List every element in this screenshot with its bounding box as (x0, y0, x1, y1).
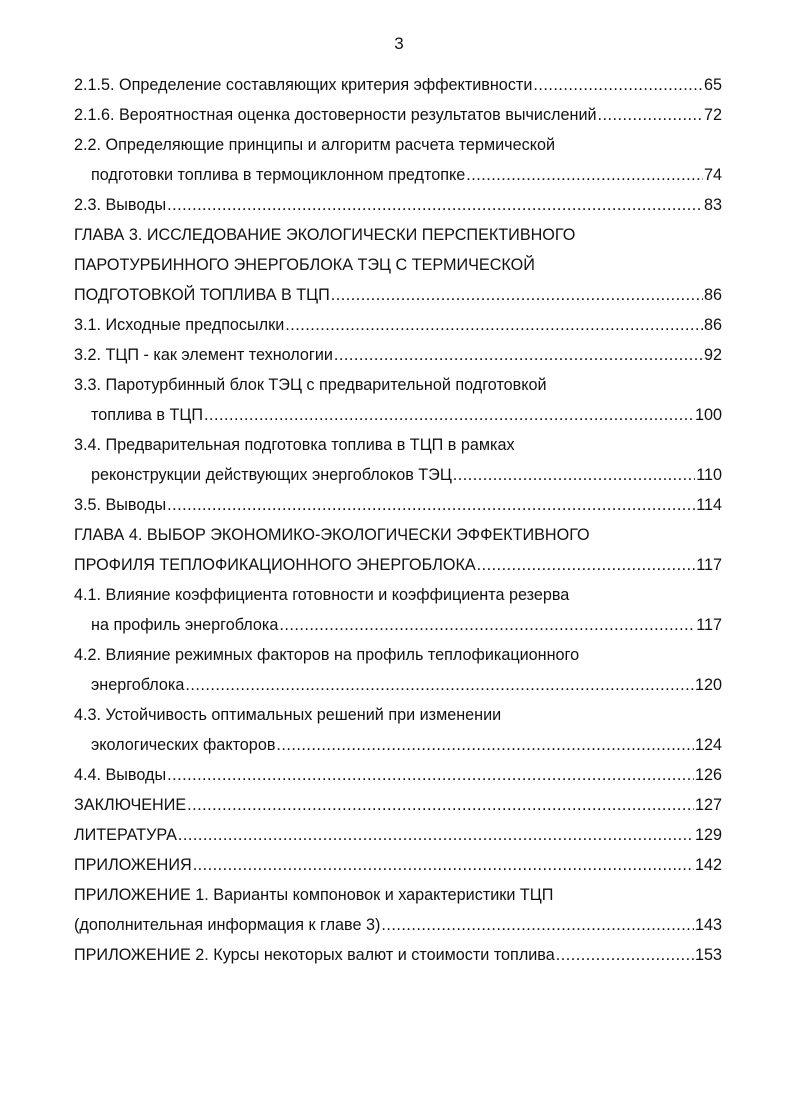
toc-page-number: 142 (694, 856, 722, 874)
toc-dot-leader (193, 850, 694, 880)
toc-entry-line-last (74, 820, 722, 850)
toc-entry-text: 4.1. Влияние коэффициента готовности и коэффициента резерва (74, 586, 570, 604)
toc-entry (74, 640, 722, 700)
toc-dot-leader (556, 940, 694, 970)
toc-entry-text: ПРИЛОЖЕНИЯ (74, 856, 192, 874)
toc-entry (74, 370, 722, 430)
toc-entry-line-last (74, 70, 722, 100)
toc-entry-line (74, 220, 722, 250)
toc-entry (74, 520, 722, 580)
toc-page-number: 153 (694, 946, 722, 964)
toc-entry-line-last (74, 670, 722, 700)
toc-entry-line-last (74, 340, 722, 370)
toc-page-number: 86 (703, 316, 722, 334)
toc-entry-line-last (74, 490, 722, 520)
toc-entry (74, 820, 722, 850)
toc-entry-text: 3.1. Исходные предпосылки (74, 316, 285, 334)
toc-entry-text: 3.3. Паротурбинный блок ТЭЦ с предварительной подготовкой (74, 376, 547, 394)
toc-page-number: 127 (694, 796, 722, 814)
toc-entry-line-last (74, 400, 722, 430)
toc-entry (74, 850, 722, 880)
toc-entry-text: реконструкции действующих энергоблоков ТЭЦ (91, 466, 452, 484)
toc-entry-text: 3.4. Предварительная подготовка топлива в ТЦП в рамках (74, 436, 515, 454)
toc-entry-text: 4.3. Устойчивость оптимальных решений при изменении (74, 706, 502, 724)
toc-page-number: 100 (694, 406, 722, 424)
toc-entry (74, 310, 722, 340)
toc-page-number: 92 (703, 346, 722, 364)
toc-entry-line (74, 250, 722, 280)
toc-entry (74, 100, 722, 130)
toc-entry-line-last (74, 730, 722, 760)
toc-dot-leader (167, 190, 703, 220)
toc-entry-text: ЗАКЛЮЧЕНИЕ (74, 796, 187, 814)
toc-entry (74, 580, 722, 640)
toc-dot-leader (533, 70, 703, 100)
toc-entry-line-last (74, 850, 722, 880)
toc-dot-leader (178, 820, 694, 850)
toc-entry-line (74, 580, 722, 610)
toc-entry (74, 880, 722, 940)
toc-dot-leader (187, 790, 694, 820)
table-of-contents (74, 70, 722, 970)
toc-entry-text: энергоблока (91, 676, 185, 694)
toc-page-number: 83 (703, 196, 722, 214)
toc-page-number: 124 (694, 736, 722, 754)
toc-entry-line (74, 430, 722, 460)
toc-dot-leader (204, 400, 694, 430)
toc-entry-line-last (74, 910, 722, 940)
toc-entry-line-last (74, 190, 722, 220)
toc-entry-text: 2.3. Выводы (74, 196, 167, 214)
toc-entry (74, 790, 722, 820)
toc-dot-leader (331, 280, 703, 310)
toc-entry-line-last (74, 160, 722, 190)
toc-entry-line (74, 880, 722, 910)
toc-entry-text: 3.5. Выводы (74, 496, 167, 514)
toc-page-number: 120 (694, 676, 722, 694)
toc-dot-leader (334, 340, 703, 370)
toc-page-number: 143 (694, 916, 722, 934)
toc-entry-line-last (74, 940, 722, 970)
toc-entry-text: 2.1.5. Определение составляющих критерия эффективности (74, 76, 533, 94)
toc-entry-text: ГЛАВА 3. ИССЛЕДОВАНИЕ ЭКОЛОГИЧЕСКИ ПЕРСПЕКТИВНОГО (74, 226, 576, 244)
toc-entry-text: ГЛАВА 4. ВЫБОР ЭКОНОМИКО-ЭКОЛОГИЧЕСКИ ЭФФЕКТИВНОГО (74, 526, 590, 544)
toc-page-number: 129 (694, 826, 722, 844)
toc-entry-line-last (74, 550, 722, 580)
toc-dot-leader (167, 760, 694, 790)
toc-entry-text: 2.1.6. Вероятностная оценка достоверности результатов вычислений (74, 106, 597, 124)
toc-page-number: 65 (703, 76, 722, 94)
toc-dot-leader (185, 670, 694, 700)
toc-entry-line-last (74, 460, 722, 490)
toc-dot-leader (453, 460, 695, 490)
toc-entry-text: 4.2. Влияние режимных факторов на профиль теплофикационного (74, 646, 580, 664)
toc-entry (74, 490, 722, 520)
toc-entry (74, 70, 722, 100)
toc-entry-text: экологических факторов (91, 736, 276, 754)
toc-entry-text: ЛИТЕРАТУРА (74, 826, 177, 844)
toc-entry (74, 130, 722, 190)
toc-entry (74, 430, 722, 490)
toc-entry-line-last (74, 280, 722, 310)
toc-page-number: 86 (703, 286, 722, 304)
toc-entry (74, 700, 722, 760)
toc-entry-line (74, 520, 722, 550)
toc-dot-leader (466, 160, 703, 190)
toc-entry-text: ПОДГОТОВКОЙ ТОПЛИВА В ТЦП (74, 286, 330, 304)
toc-dot-leader (477, 550, 696, 580)
toc-entry-line-last (74, 790, 722, 820)
toc-entry-line (74, 130, 722, 160)
toc-entry (74, 340, 722, 370)
toc-entry-line-last (74, 610, 722, 640)
toc-page-number: 110 (696, 466, 722, 484)
toc-dot-leader (381, 910, 694, 940)
page-number: 3 (394, 34, 404, 53)
toc-dot-leader (598, 100, 703, 130)
toc-entry-line-last (74, 760, 722, 790)
toc-entry-text: 4.4. Выводы (74, 766, 167, 784)
toc-entry-text: ПРОФИЛЯ ТЕПЛОФИКАЦИОННОГО ЭНЕРГОБЛОКА (74, 556, 476, 574)
toc-entry-line (74, 370, 722, 400)
toc-entry-text: (дополнительная информация к главе 3) (74, 916, 381, 934)
toc-entry-line (74, 700, 722, 730)
toc-entry-line (74, 640, 722, 670)
toc-dot-leader (276, 730, 694, 760)
toc-entry (74, 220, 722, 310)
toc-dot-leader (285, 310, 703, 340)
toc-entry (74, 190, 722, 220)
toc-entry-text: ПРИЛОЖЕНИЕ 1. Варианты компоновок и характеристики ТЦП (74, 886, 554, 904)
toc-entry (74, 940, 722, 970)
toc-page-number: 72 (703, 106, 722, 124)
toc-entry-text: на профиль энергоблока (91, 616, 279, 634)
toc-entry-text: подготовки топлива в термоциклонном предтопке (91, 166, 466, 184)
toc-entry-text: 2.2. Определяющие принципы и алгоритм расчета термической (74, 136, 556, 154)
toc-dot-leader (279, 610, 695, 640)
toc-entry-text: 3.2. ТЦП - как элемент технологии (74, 346, 333, 364)
toc-entry-text: ПРИЛОЖЕНИЕ 2. Курсы некоторых валют и стоимости топлива (74, 946, 555, 964)
toc-page-number: 126 (694, 766, 722, 784)
toc-entry-text: ПАРОТУРБИННОГО ЭНЕРГОБЛОКА ТЭЦ С ТЕРМИЧЕСКОЙ (74, 256, 535, 274)
toc-page-number: 114 (696, 496, 722, 514)
toc-dot-leader (167, 490, 695, 520)
toc-page-number: 117 (696, 616, 722, 634)
toc-entry-line-last (74, 310, 722, 340)
toc-page-number: 117 (696, 556, 722, 574)
toc-entry (74, 760, 722, 790)
toc-entry-text: топлива в ТЦП (91, 406, 204, 424)
toc-entry-line-last (74, 100, 722, 130)
toc-page-number: 74 (703, 166, 722, 184)
